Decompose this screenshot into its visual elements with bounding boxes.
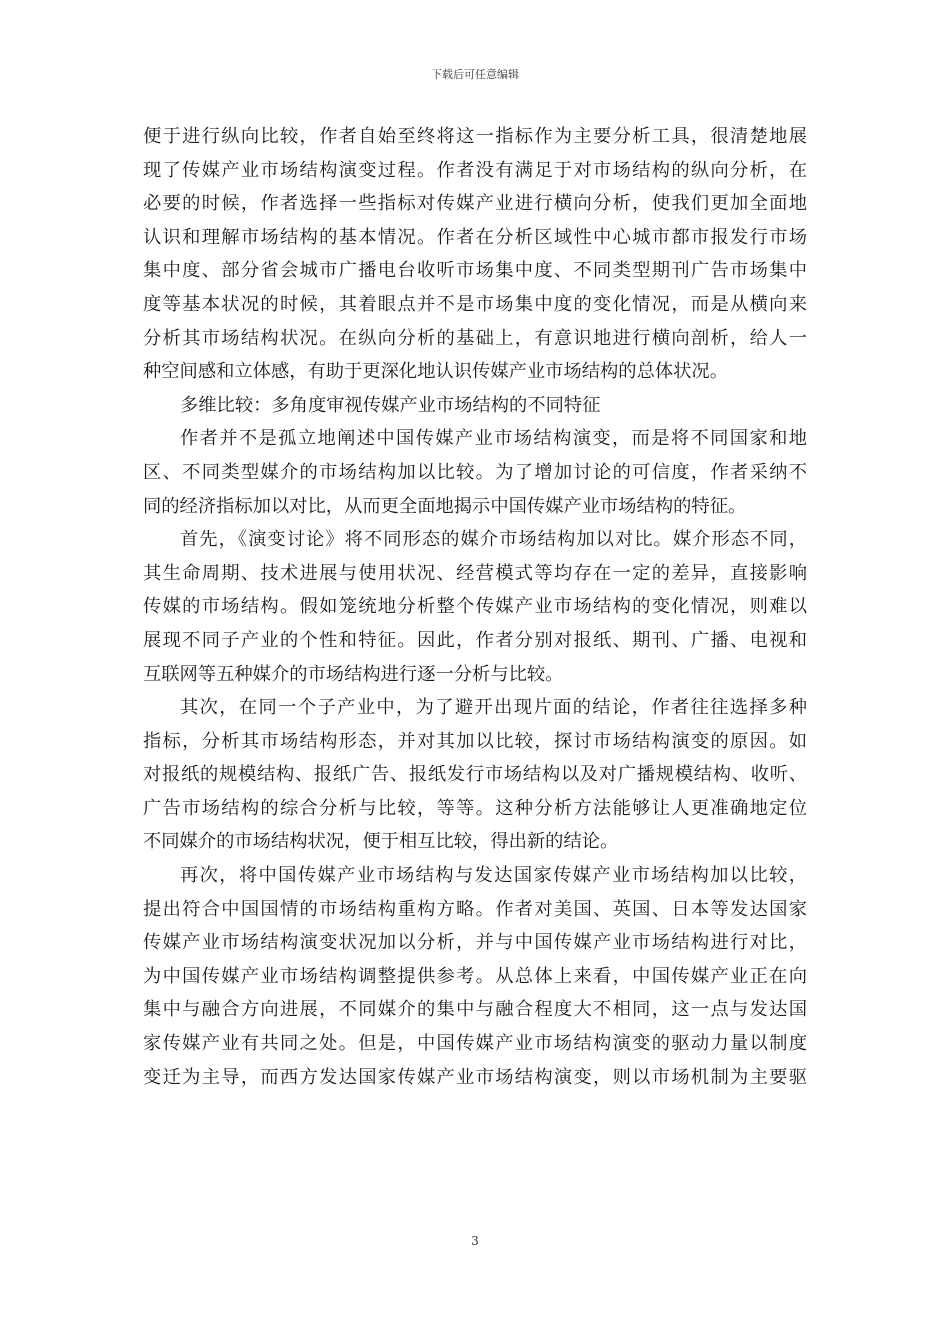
- text-line: 便于进行纵向比较，作者自始至终将这一指标作为主要分析工具，很清楚地展: [143, 126, 807, 147]
- text-line: 区、不同类型媒介的市场结构加以比较。为了增加讨论的可信度，作者采纳不: [143, 461, 807, 483]
- text-line: 现了传媒产业市场结构演变过程。作者没有满足于对市场结构的纵向分析，在: [143, 159, 807, 181]
- text-line: 传媒产业市场结构演变状况加以分析，并与中国传媒产业市场结构进行对比，: [143, 932, 807, 954]
- text-line: 度等基本状况的时候，其着眼点并不是市场集中度的变化情况，而是从横向来: [143, 293, 807, 315]
- text-line: 分析其市场结构状况。在纵向分析的基础上，有意识地进行横向剖析，给人一: [143, 327, 807, 349]
- text-line: 集中度、部分省会城市广播电台收听市场集中度、不同类型期刊广告市场集中: [143, 260, 807, 282]
- text-line: 变迁为主导，而西方发达国家传媒产业市场结构演变，则以市场机制为主要驱: [143, 1066, 807, 1088]
- text-line: 再次，将中国传媒产业市场结构与发达国家传媒产业市场结构加以比较，: [180, 865, 807, 887]
- text-line: 作者并不是孤立地阐述中国传媒产业市场结构演变，而是将不同国家和地: [180, 428, 807, 450]
- text-line: 为中国传媒产业市场结构调整提供参考。从总体上来看，中国传媒产业正在向: [143, 965, 807, 987]
- text-line: 互联网等五种媒介的市场结构进行逐一分析与比较。: [143, 663, 564, 685]
- text-line: 指标，分析其市场结构形态，并对其加以比较，探讨市场结构演变的原因。如: [143, 730, 807, 752]
- text-line: 展现不同子产业的个性和特征。因此，作者分别对报纸、期刊、广播、电视和: [143, 629, 807, 651]
- text-line: 认识和理解市场结构的基本情况。作者在分析区域性中心城市都市报发行市场: [143, 226, 807, 248]
- text-line: 家传媒产业有共同之处。但是，中国传媒产业市场结构演变的驱动力量以制度: [143, 1033, 807, 1055]
- text-line: 提出符合中国国情的市场结构重构方略。作者对美国、英国、日本等发达国家: [143, 898, 807, 920]
- page-header: 下载后可任意编辑: [431, 68, 519, 81]
- text-line: 多维比较：多角度审视传媒产业市场结构的不同特征: [180, 394, 601, 416]
- text-line: 其次，在同一个子产业中，为了避开出现片面的结论，作者往往选择多种: [180, 697, 807, 719]
- text-line: 对报纸的规模结构、报纸广告、报纸发行市场结构以及对广播规模结构、收听、: [143, 764, 807, 786]
- text-line: 同的经济指标加以对比，从而更全面地揭示中国传媒产业市场结构的特征。: [143, 495, 747, 517]
- text-line: 不同媒介的市场结构状况，便于相互比较，得出新的结论。: [143, 831, 619, 853]
- document-body: [143, 120, 807, 1094]
- text-line: 传媒的市场结构。假如笼统地分析整个传媒产业市场结构的变化情况，则难以: [143, 596, 807, 618]
- text-line: 种空间感和立体感，有助于更深化地认识传媒产业市场结构的总体状况。: [143, 361, 728, 383]
- text-line: 集中与融合方向进展，不同媒介的集中与融合程度大不相同，这一点与发达国: [143, 999, 807, 1021]
- text-line: 必要的时候，作者选择一些指标对传媒产业进行横向分析，使我们更加全面地: [143, 193, 807, 215]
- text-line: 其生命周期、技术进展与使用状况、经营模式等均存在一定的差异，直接影响: [143, 562, 807, 584]
- text-line: 首先，《演变讨论》将不同形态的媒介市场结构加以对比。媒介形态不同，: [180, 529, 807, 551]
- text-line: 广告市场结构的综合分析与比较，等等。这种分析方法能够让人更准确地定位: [143, 797, 807, 819]
- page-number: 3: [471, 1234, 479, 1248]
